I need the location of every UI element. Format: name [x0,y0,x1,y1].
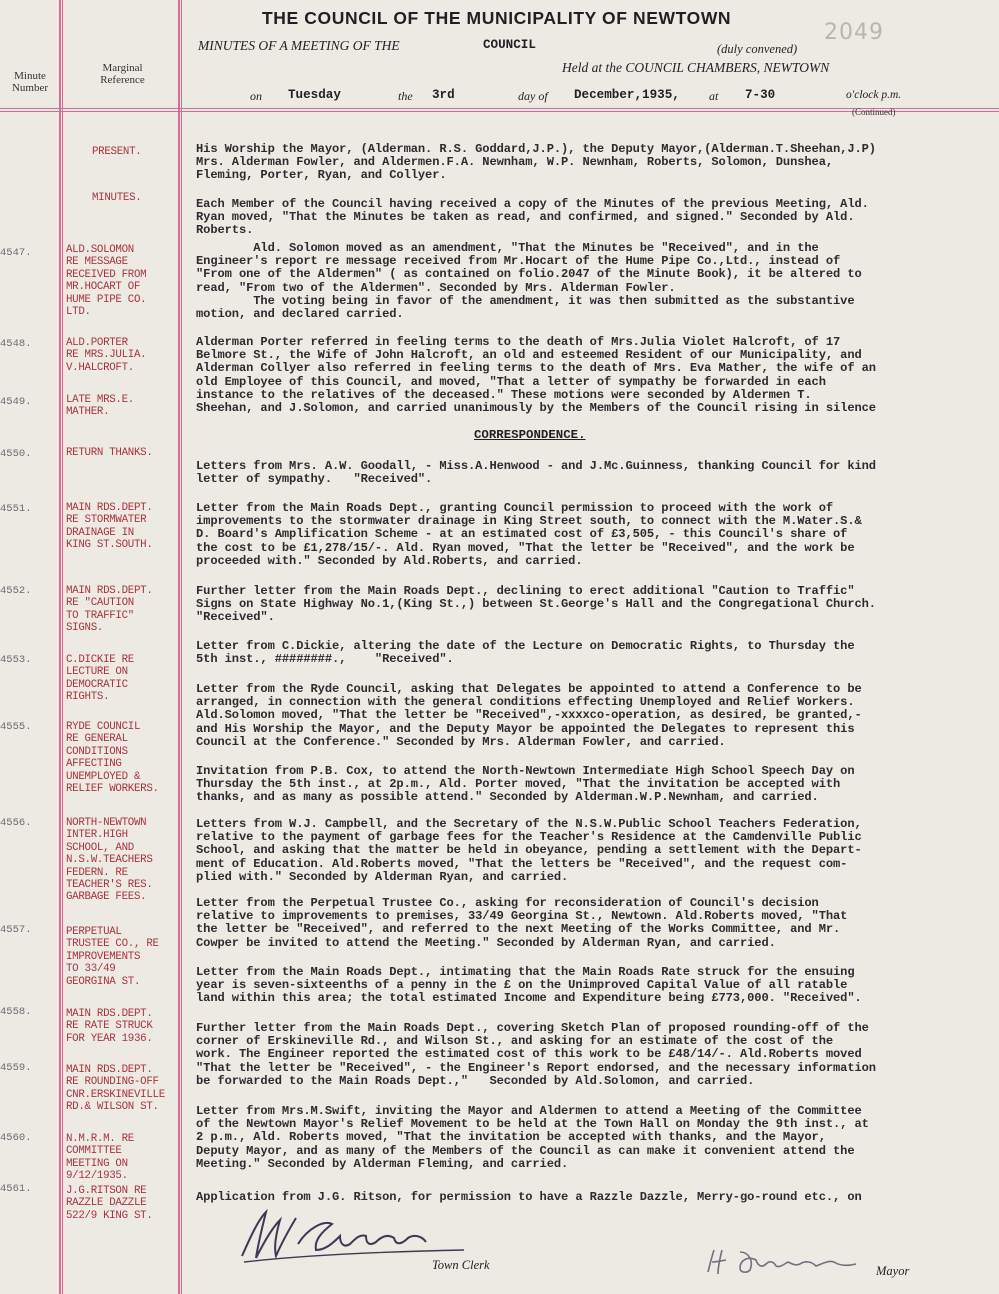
folio-stamp: 2049 [824,20,884,45]
entry-4552: Further letter from the Main Roads Dept., declining to erect additional "Caution to Traffic" Signs on State Highway No.1,(King St.,) between St.George's Hall and the Congregational Church. "Received". [196,584,876,625]
minutes-prefix: MINUTES OF A MEETING OF THE [198,38,400,53]
entry-4550: Letters from Mrs. A.W. Goodall, - Miss.A.Henwood - and J.Mc.Guinness, thanking Council for kind letter of sympathy. "Received". [196,459,876,487]
entry-present: His Worship the Mayor, (Alderman. R.S. Goddard,J.P.), the Deputy Mayor,(Alderman.T.Sheehan,J.P) Mrs. Alderman Fowler, and Aldermen.F.A. Newnham, W.P. Newnham, Roberts, Solomon, Dunshea, Fleming, Porter, Ryan, and Collyer. [196,142,876,183]
margin-ref-present: PRESENT. [92,146,142,158]
meeting-time: 7-30 [745,88,776,102]
minute-number: 4548. [0,338,32,350]
weekday: Tuesday [288,88,341,102]
minute-number: 4551. [0,503,32,515]
margin-ref-4547: ALD.SOLOMON RE MESSAGE RECEIVED FROM MR.HOCART OF HUME PIPE CO. LTD. [66,244,147,319]
entry-minutes: Each Member of the Council having received a copy of the Minutes of the previous Meeting, Ald. Ryan moved, "That the Minutes be taken as read, and confirmed, and signed." Seconded by Ald. Roberts. [196,197,869,238]
margin-ref-4561: J.G.RITSON RE RAZZLE DAZZLE 522/9 KING ST. [66,1185,153,1222]
margin-rule-left-inner [62,0,63,1294]
entry-4557: Letter from the Perpetual Trustee Co., asking for reconsideration of Council's decision relative to improvements to premises, 33/49 Georgina St., Newtown. Ald.Roberts moved, "That the letter be "Received", and referred to the next Meeting of the Works Committee, and Mr. Cowper be invited to attend the Meeting." Seconded by Alderman Ryan, and carried. [196,896,848,950]
day: 3rd [432,88,455,102]
council-title: THE COUNCIL OF THE MUNICIPALITY OF NEWTOWN [262,8,732,28]
month-year: December,1935, [574,88,680,102]
convened-note: (duly convened) [717,42,798,56]
entry-4558: Letter from the Main Roads Dept., intimating that the Main Roads Rate struck for the ensuing year is seven-sixteenths of a penny in the £ on the Unimproved Capital Value of all ratable land within this area; the total estimated Income and Expenditure being £773,000. "Received". [196,965,862,1006]
held-at: Held at the COUNCIL CHAMBERS, NEWTOWN [562,60,830,75]
entry-4561: Application from J.G. Ritson, for permission to have a Razzle Dazzle, Merry-go-round etc., on [196,1190,862,1204]
entry-4548: Alderman Porter referred in feeling terms to the death of Mrs.Julia Violet Halcroft, of 17 Belmore St., the Wife of John Halcroft, an old and esteemed Resident of our Municipality, and Alderman Collyer also referred in feeling terms to the death of Mrs. Eva Mather, the wife of an old Employee of this Council, and moved, "That a letter of sympathy be forwarded in each instance to the relatives of the deceased." These motions were seconded by Aldermen T. Sheehan, and J.Solomon, and carried unanimously by the Members of the Council rising in silence [196,335,876,416]
day-of-label: day of [518,89,548,103]
correspondence-heading: CORRESPONDENCE. [474,428,586,442]
minute-number: 4555. [0,721,32,733]
margin-ref-4548: ALD.PORTER RE MRS.JULIA. V.HALCROFT. [66,337,147,374]
entry-4559: Further letter from the Main Roads Dept., covering Sketch Plan of proposed rounding-off of the corner of Erskineville Rd., and Wilson St., and asking for an estimate of the cost of the work. The Engineer reported the estimated cost of this work to be £48/14/-. Ald.Roberts moved "That the letter be "Received", - the Engineer's Report endorsed, and the necessary information be forwarded to the Main Roads Dept.," Seconded by Ald.Solomon, and carried. [196,1021,876,1088]
entry-4560: Letter from Mrs.M.Swift, inviting the Mayor and Aldermen to attend a Meeting of the Committee of the Newtown Mayor's Relief Movement to be held at the Town Hall on Monday the 9th inst., at 2 p.m., Ald. Roberts moved, "That the invitation be accepted with thanks, and the Mayor, Deputy Mayor, and as many of the Members of the Council as can make it convenient attend the Meeting." Seconded by Alderman Fleming, and carried. [196,1104,869,1171]
entry-4547: Ald. Solomon moved as an amendment, "That the Minutes be "Received", and in the Engineer's report re message received from Mr.Hocart of the Hume Pipe Co.,Ltd., instead of "From one of the Aldermen" ( as contained on folio.2047 of the Minute Book), it be altered to read, "From two of the Aldermen". Seconded by Mrs. Alderman Fowler. The voting being in favor of the amendment, it was then submitted as the substantive motion, and declared carried. [196,241,862,322]
minute-number: 4556. [0,817,32,829]
minute-number: 4550. [0,448,32,460]
minute-number: 4552. [0,585,32,597]
entry-4551: Letter from the Main Roads Dept., granting Council permission to proceed with the work of improvements to the stormwater drainage in King Street south, to connect with the M.Water.S.& D. Board's Amplification Scheme - at an estimated cost of £3,505, - this Council's share of the cost to be £1,278/15/-. Ald. Ryan moved, "That the letter be "Received", and the work be proceeded with." Seconded by Ald.Roberts, and carried. [196,501,862,568]
margin-ref-4549: LATE MRS.E. MATHER. [66,394,134,419]
mayor-label: Mayor [876,1264,910,1278]
minute-number: 4557. [0,924,32,936]
entry-4553: Letter from C.Dickie, altering the date of the Lecture on Democratic Rights, to Thursday the 5th inst., ########., "Received". [196,639,855,667]
margin-ref-4555: RYDE COUNCIL RE GENERAL CONDITIONS AFFECTING UNEMPLOYED & RELIEF WORKERS. [66,721,159,796]
margin-ref-4558: MAIN RDS.DEPT. RE RATE STRUCK FOR YEAR 1936. [66,1008,153,1045]
minute-number: 4559. [0,1062,32,1074]
continued-label: (Continued) [852,107,896,117]
minute-number: 4553. [0,654,32,666]
entry-4555: Letter from the Ryde Council, asking that Delegates be appointed to attend a Conference to be arranged, in connection with the general conditions effecting Unemployed and Relief Workers. Ald.Solomon moved, "That the letter be "Received",-xxxxco-operation, as desired, be granted,- and His Worship the Mayor, and the Deputy Mayor be appointed the Delegates to represent this Council at the Conference." Seconded by Mrs. Alderman Fowler, and carried. [196,682,862,749]
minute-number: 4549. [0,396,32,408]
margin-ref-4551: MAIN RDS.DEPT. RE STORMWATER DRAINAGE IN KING ST.SOUTH. [66,502,153,552]
minute-number: 4560. [0,1132,32,1144]
margin-ref-4557: PERPETUAL TRUSTEE CO., RE IMPROVEMENTS TO 33/49 GEORGINA ST. [66,926,159,988]
margin-rule-left [59,0,61,1294]
mayor-signature [700,1242,880,1282]
meeting-type: COUNCIL [483,38,536,52]
minute-number: 4558. [0,1006,32,1018]
header-rule [0,108,999,109]
minute-number: 4561. [0,1183,32,1195]
town-clerk-label: Town Clerk [432,1258,490,1272]
margin-ref-4552: MAIN RDS.DEPT. RE "CAUTION TO TRAFFIC" SIGNS. [66,585,153,635]
header-rule-inner [0,111,999,112]
oclock-label: o'clock p.m. [846,89,902,101]
on-label: on [250,89,262,103]
minute-number-header: Minute Number [11,70,49,94]
margin-ref-minutes: MINUTES. [92,192,142,204]
entry-4556: Letters from W.J. Campbell, and the Secretary of the N.S.W.Public School Teachers Federation, relative to the payment of garbage fees for the Teacher's Residence at the Camdenville Public School, and asking that the matter be held in obeyance, pending a settlement with the Depart- ment of Education. Ald.Roberts moved, "That the letters be "Received", and the request com- plied with." Seconded by Alderman Ryan, and carried. [196,817,862,884]
marginal-reference-header: Marginal Reference [100,62,145,86]
entry-speech-day: Invitation from P.B. Cox, to attend the North-Newtown Intermediate High School Speech Day on Thursday the 5th inst., at 2p.m., Ald. Porter moved, "That the invitation be accepted with thanks, and as many as possible attend." Seconded by Alderman.W.P.Newnham, and carried. [196,764,855,805]
minute-number: 4547. [0,247,32,259]
margin-ref-4550: RETURN THANKS. [66,447,153,459]
margin-ref-4560: N.M.R.M. RE COMMITTEE MEETING ON 9/12/1935. [66,1133,134,1183]
at-label: at [709,89,719,103]
margin-ref-4553: C.DICKIE RE LECTURE ON DEMOCRATIC RIGHTS. [66,654,134,704]
margin-ref-4559: MAIN RDS.DEPT. RE ROUNDING-OFF CNR.ERSKINEVILLE RD.& WILSON ST. [66,1064,165,1114]
margin-ref-4556: NORTH-NEWTOWN INTER.HIGH SCHOOL, AND N.S.W.TEACHERS FEDERN. RE TEACHER'S RES. GARBAGE FEES. [66,817,153,904]
the-label: the [398,89,413,103]
